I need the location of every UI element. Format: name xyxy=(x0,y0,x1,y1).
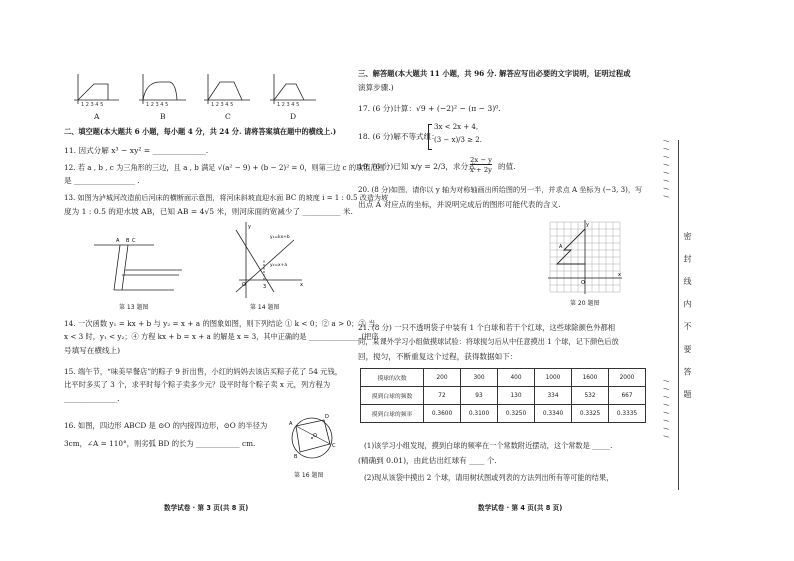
table-cell: 667 xyxy=(609,387,646,405)
figure-14 xyxy=(234,220,304,300)
table-cell: 0.3335 xyxy=(609,405,646,423)
opt-label-b: B xyxy=(160,112,166,121)
table-cell: 1000 xyxy=(535,369,572,387)
question-14-line1: 14. 一次函数 y₁ = kx + b 与 y₂ = x + a 的图象如图，则下列结论 ① k < 0；② a > 0；③ 当 xyxy=(64,319,376,328)
graph-b xyxy=(139,74,186,104)
question-21-line3: 回，搅匀，不断重复这个过程，获得数据如下： xyxy=(358,352,518,361)
table-cell: 0.3250 xyxy=(498,405,535,423)
table-cell: 1600 xyxy=(572,369,609,387)
right-footer: 数学试卷 · 第 4 页(共 8 页) xyxy=(478,504,563,512)
section3-title: 三、解答题(本大题共 11 小题，共 96 分. 解答应写出必要的文字说明，证明过程或 xyxy=(358,69,631,78)
opt-label-d: D xyxy=(290,112,297,121)
question-20-line1: 20. (8 分)如图，请你以 y 轴为对称轴画出所给图的另一半，并求点 A 坐标为 (−3, 3)，写 xyxy=(358,185,643,194)
table-cell: 200 xyxy=(424,369,461,387)
table-cell: 2000 xyxy=(609,369,646,387)
svg-text:C: C xyxy=(132,238,136,244)
table-cell: 0.3340 xyxy=(535,405,572,423)
svg-text:O: O xyxy=(581,280,585,286)
figure-13 xyxy=(94,230,184,300)
table-row xyxy=(361,387,646,405)
question-13-line2: 度为 1 : 0.5 的迎水坡 AB，已知 AB = 4√5 米，则河床面的宽减少了 __________ 米. xyxy=(64,207,353,216)
section3-title-cont: 演算步骤.) xyxy=(358,83,394,92)
svg-text:x: x xyxy=(618,272,621,278)
question-15-line1: 15. 端午节，“味美早餐店”的粽子 9 折出售，小红的妈妈去该店买粽子花了 54 元钱， xyxy=(64,367,343,376)
q18-inequality-2: (3 − x)/3 ≥ 2. xyxy=(434,136,482,144)
svg-text:1 2 3 4 5: 1 2 3 4 5 xyxy=(146,102,169,108)
table-cell: 摸到白球的频率 xyxy=(361,405,424,423)
binding-margin xyxy=(660,140,700,500)
question-15-line3: ______________. xyxy=(64,394,120,403)
question-18: 18. (6 分)解不等式组： xyxy=(358,132,439,141)
question-14-line2: x < 3 时，y₁ < y₂；④ 方程 kx + b = x + a 的解是 x = 3，其中正确的是 ______________.(把序 xyxy=(64,332,379,341)
fig14-line-label-1: y₁=kx+b xyxy=(270,235,290,240)
figure-16 xyxy=(284,410,340,466)
section2-title: 二、填空题(本大题共 6 小题，每小题 4 分，共 24 分. 请将答案填在题中的横线上.) xyxy=(64,127,337,136)
table-row xyxy=(361,369,646,387)
question-17: 17. (6 分)计算：√9 + (−2)² − (π − 3)⁰. xyxy=(358,104,501,113)
right-page xyxy=(358,70,658,520)
question-21-part1-line2: (精确到 0.01)，由此估出红球有 ____ 个. xyxy=(358,456,497,465)
svg-text:1 2 3 4 5: 1 2 3 4 5 xyxy=(211,102,234,108)
table-cell: 72 xyxy=(424,387,461,405)
question-19: 19. (6 分)已知 x/y = 2/3，求分式 xyxy=(358,162,476,171)
question-20-line2: 出点 A 对应点的坐标，并说明完成后的图形可能代表的含义. xyxy=(358,200,561,209)
q19-fraction-denominator: x + 2y xyxy=(470,166,493,174)
question-15-line2: 比平时多买了 3 个，求平时每个粽子卖多少元？设平时每个粽子卖 x 元，列方程为 xyxy=(64,380,331,389)
svg-text:y: y xyxy=(586,222,589,228)
svg-text:A: A xyxy=(289,421,293,427)
svg-text:A: A xyxy=(559,244,563,250)
question-13-line1: 13. 如图为泸城河改造前后河床的横断面示意图，将河床斜坡直迎水面 BC 的坡度 i = 1 : 0.5 改造为坡 xyxy=(64,193,389,202)
svg-text:1 2 3 4 5: 1 2 3 4 5 xyxy=(277,102,300,108)
table-cell: 334 xyxy=(535,387,572,405)
q19-fraction-numerator: 2x − y xyxy=(470,156,493,164)
left-footer: 数学试卷 · 第 3 页(共 8 页) xyxy=(164,504,249,512)
q18-brace xyxy=(428,124,432,150)
question-12-cont: 是 ________________ . xyxy=(64,176,140,185)
svg-text:B: B xyxy=(294,454,298,460)
graph-d xyxy=(270,74,316,104)
table-cell: 0.3100 xyxy=(461,405,498,423)
figure-13-caption: 第 13 题图 xyxy=(119,304,149,311)
figure-16-caption: 第 16 题图 xyxy=(294,472,324,479)
svg-text:C: C xyxy=(332,443,336,449)
opt-label-a: A xyxy=(94,112,100,121)
svg-text:A: A xyxy=(116,238,120,244)
svg-text:O: O xyxy=(242,282,246,288)
svg-text:3: 3 xyxy=(263,284,267,290)
margin-slashes-top: / / / / / / / / xyxy=(662,140,669,200)
results-table xyxy=(360,368,646,423)
table-cell: 93 xyxy=(461,387,498,405)
opt-label-c: C xyxy=(225,112,231,121)
q18-inequality-1: 3x < 2x + 4, xyxy=(434,123,479,131)
table-cell: 400 xyxy=(498,369,535,387)
margin-slashes-bottom: / / / / / / / / xyxy=(662,380,669,440)
table-cell: 532 xyxy=(572,387,609,405)
graph-c xyxy=(204,74,250,104)
margin-seal-text: 密 封 线 内 不 要 答 题 xyxy=(683,232,692,404)
svg-text:B: B xyxy=(126,238,130,244)
graph-a xyxy=(74,74,119,104)
question-12: 12. 若 a , b , c 为三角形的三边，且 a , b 满足 √(a² − 9) + (b − 2)² = 0，则第三边 c 的取值范围 xyxy=(64,163,385,172)
table-cell: 摸到白球的频数 xyxy=(361,387,424,405)
figure-14-caption: 第 14 题图 xyxy=(250,304,280,311)
table-cell: 130 xyxy=(498,387,535,405)
svg-text:D: D xyxy=(325,414,329,420)
question-16-line2: 3cm，∠A = 110°，则劣弧 BD 的长为 ____________ cm. xyxy=(64,439,256,448)
figure-20-caption: 第 20 题图 xyxy=(570,300,600,307)
table-cell: 0.3325 xyxy=(572,405,609,423)
svg-text:O: O xyxy=(313,433,317,439)
table-row xyxy=(361,405,646,423)
table-cell: 300 xyxy=(461,369,498,387)
question-21-part2: (2)现从该袋中摸出 2 个球，请用树状图或列表的方法列出所有等可能的结果， xyxy=(364,473,614,482)
question-11: 11. 因式分解 x³ − xy² = ______________. xyxy=(64,146,209,155)
svg-text:x: x xyxy=(300,282,303,288)
figure-20 xyxy=(546,218,624,296)
svg-text:1 2 3 4 5: 1 2 3 4 5 xyxy=(81,102,104,108)
q19-end: 的值. xyxy=(498,162,516,171)
table-cell: 摸球的次数 xyxy=(361,369,424,387)
question-14-line3: 号填写在横线上) xyxy=(64,346,121,355)
svg-text:y: y xyxy=(248,224,251,230)
fig14-line-label-2: y₂=x+a xyxy=(270,263,288,268)
question-21-part1-line1: (1)该学习小组发现，摸到白球的频率在一个常数附近摆动，这个常数是 _____. xyxy=(364,441,613,450)
question-21-line2: 同，某课外学习小组做摸球试验：将球搅匀后从中任意摸出 1 个球，记下颜色后放 xyxy=(358,337,619,346)
table-cell: 0.3600 xyxy=(424,405,461,423)
question-21-line1: 21. (8 分) 一只不透明袋子中装有 1 个白球和若干个红球，这些球除颜色外都相 xyxy=(358,323,616,332)
margin-border-line xyxy=(678,140,679,490)
question-16-line1: 16. 如图，四边形 ABCD 是 ⊙O 的内接四边形，⊙O 的半径为 xyxy=(64,421,268,430)
